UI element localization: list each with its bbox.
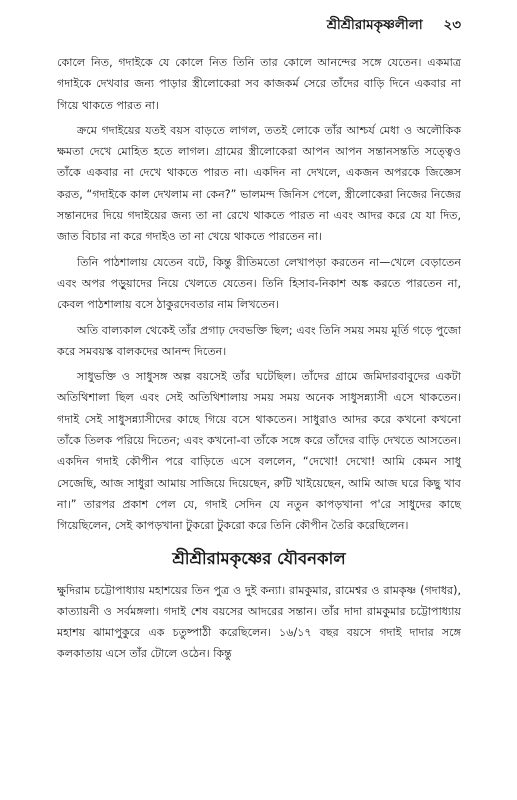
section-heading: শ্রীশ্রীরামকৃষ্ণের যৌবনকাল (172, 548, 346, 568)
page-body (57, 52, 461, 669)
paragraph: সাধুভক্তি ও সাধুসঙ্গ অল্প বয়সেই তাঁর ঘটেছিল। তাঁদের গ্রামে জমিদারবাবুদের একটা অতিথিশালা ছিল এবং সেই অতিথিশালায় সময় সময় অনেক সাধুসন্ন্যাসী এসে থাকতেন। গদাই সেই সাধুসন্ন্যাসীদের কাছে গিয়ে বসে থাকতেন। সাধুরাও আদর করে কখনো কখনো তাঁকে তিলক পরিয়ে দিতেন; এবং কখনো-বা তাঁকে সঙ্গে করে তাঁদের বাড়ি দেখতে আসতেন। একদিন গদাই কৌপীন পরে বাড়িতে এসে বললেন, “দেখো! দেখো! আমি কেমন সাধু সেজেছি, আজ সাধুরা আমায় সাজিয়ে দিয়েছেন, রুটি খাইয়েছেন, আমি আজ ঘরে কিছু খাব না।” তারপর প্রকাশ পেল যে, গদাই সেদিন যে নতুন কাপড়খানা প'রে সাধুদের কাছে গিয়েছিলেন, সেই কাপড়খানা টুকরো টুকরো করে তিনি কৌপীন তৈরি করেছিলেন। (57, 370, 461, 533)
running-head-title: শ্রীশ্রীরামকৃষ্ণলীলা (326, 17, 423, 33)
paragraph-continued: কোলে নিত, গদাইকে যে কোলে নিত তিনি তার কোলে আনন্দের সঙ্গে যেতেন। একমাত্র গদাইকে দেখবার জন্য পাড়ার স্ত্রীলোকেরা সব কাজকর্ম সেরে তাঁদের বাড়ি দিনে একবার না গিয়ে থাকতে পারত না। (57, 56, 461, 112)
section-paragraph: ক্ষুদিরাম চট্টোপাধ্যায় মহাশয়ের তিন পুত্র ও দুই কন্যা। রামকুমার, রামেশ্বর ও রামকৃষ্ণ (গদাধর), কাত্যায়নী ও সর্বমঙ্গলা। গদাই শেষ বয়সের আদরের সন্তান। তাঁর দাদা রামকুমার চট্টোপাধ্যায় মহাশয় ঝামাপুকুরে এক চতুষ্পাঠী করেছিলেন। ১৬/১৭ বছর বয়সে গদাই দাদার সঙ্গে কলকাতায় এসে তাঁর টোলে ওঠেন। কিন্তু (57, 583, 461, 661)
paragraph: তিনি পাঠশালায় যেতেন বটে, কিন্তু রীতিমতো লেখাপড়া করতেন না—খেলে বেড়াতেন এবং অপর পড়ুয়াদের নিয়ে খেলতে যেতেন। তিনি হিসাব-নিকাশ অঙ্ক করতে পারতেন না, কেবল পাঠশালায় বসে ঠাকুরদেবতার নাম লিখতেন। (57, 255, 461, 312)
paragraph: ক্রমে গদাইয়ের যতই বয়স বাড়তে লাগল, ততই লোকে তাঁর আশ্চর্য মেধা ও অলৌকিক ক্ষমতা দেখে মোহিত হতে লাগল। গ্রামের স্ত্রীলোকেরা আপন আপন সন্তানসন্ততি সত্ত্বেও তাঁকে একবার না দেখে থাকতে পারত না। একদিন না দেখলে, একজন অপরকে জিজ্ঞেস করত, “গদাইকে কাল দেখলাম না কেন?” ভালমন্দ জিনিস পেলে, স্ত্রীলোকেরা নিজের নিজের সন্তানদের দিয়ে গদাইয়ের জন্য তা না রেখে থাকতে পারত না এবং আদর করে যে যা দিত, জাত বিচার না করে গদাইও তা না খেয়ে থাকতে পারতেন না। (57, 123, 461, 244)
page-number: ২৩ (443, 17, 461, 33)
paragraph: অতি বাল্যকাল থেকেই তাঁর প্রগাঢ় দেবভক্তি ছিল; এবং তিনি সময় সময় মূর্তি গড়ে পুজো করে সমবয়স্ক বালকদের আনন্দ দিতেন। (57, 323, 461, 358)
running-head (327, 14, 461, 37)
